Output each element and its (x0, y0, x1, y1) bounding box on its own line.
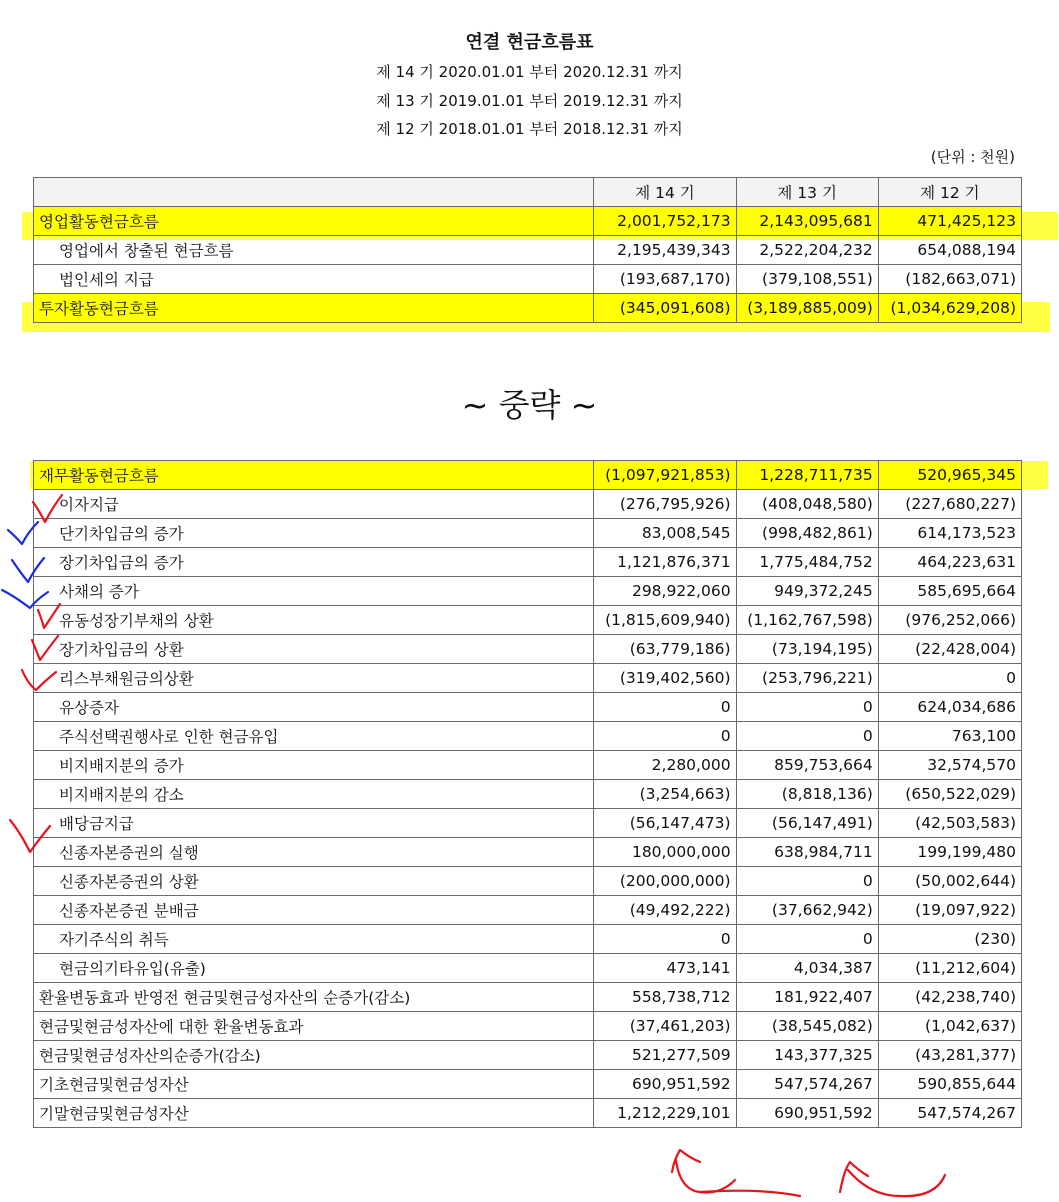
table-row (34, 780, 1022, 809)
row-value-period-14: (319,402,560) (594, 664, 736, 693)
header-blank (34, 178, 594, 207)
table-row (34, 606, 1022, 635)
row-value-period-13: 547,574,267 (736, 1070, 878, 1099)
row-label: 신종자본증권의 실행 (34, 838, 594, 867)
row-value-period-12: 654,088,194 (878, 236, 1021, 265)
cashflow-table-bottom (33, 460, 1022, 1128)
row-value-period-14: (63,779,186) (594, 635, 736, 664)
table-row (34, 664, 1022, 693)
table-row (34, 490, 1022, 519)
row-label: 장기차입금의 상환 (34, 635, 594, 664)
row-value-period-13: (56,147,491) (736, 809, 878, 838)
row-value-period-13: (253,796,221) (736, 664, 878, 693)
row-value-period-12: (11,212,604) (878, 954, 1021, 983)
row-label: 신종자본증권 분배금 (34, 896, 594, 925)
row-label: 비지배지분의 감소 (34, 780, 594, 809)
row-value-period-12: 0 (878, 664, 1021, 693)
row-value-period-12: 547,574,267 (878, 1099, 1021, 1128)
header-period-14: 제 14 기 (594, 178, 736, 207)
table-row (34, 236, 1022, 265)
row-value-period-12: (19,097,922) (878, 896, 1021, 925)
row-value-period-13: (37,662,942) (736, 896, 878, 925)
row-value-period-12: (650,522,029) (878, 780, 1021, 809)
row-label: 현금및현금성자산의순증가(감소) (34, 1041, 594, 1070)
row-value-period-13: 690,951,592 (736, 1099, 878, 1128)
row-value-period-12: (50,002,644) (878, 867, 1021, 896)
row-value-period-13: (1,162,767,598) (736, 606, 878, 635)
cashflow-table-top (33, 177, 1022, 323)
row-value-period-14: 2,195,439,343 (594, 236, 736, 265)
row-value-period-13: 2,522,204,232 (736, 236, 878, 265)
period-12: 제 12 기 2018.01.01 부터 2018.12.31 까지 (376, 120, 683, 138)
table-row (34, 519, 1022, 548)
row-label: 배당금지급 (34, 809, 594, 838)
table-row (34, 925, 1022, 954)
table-row (34, 265, 1022, 294)
row-value-period-13: 0 (736, 693, 878, 722)
row-value-period-12: 624,034,686 (878, 693, 1021, 722)
row-value-period-13: 1,775,484,752 (736, 548, 878, 577)
row-value-period-13: (408,048,580) (736, 490, 878, 519)
row-label: 단기차입금의 증가 (34, 519, 594, 548)
row-label: 영업활동현금흐름 (34, 207, 594, 236)
table-row (34, 548, 1022, 577)
table-row (34, 207, 1022, 236)
row-value-period-14: (193,687,170) (594, 265, 736, 294)
table-row (34, 867, 1022, 896)
row-label: 이자지급 (34, 490, 594, 519)
row-value-period-12: (182,663,071) (878, 265, 1021, 294)
row-value-period-14: (3,254,663) (594, 780, 736, 809)
row-value-period-12: 590,855,644 (878, 1070, 1021, 1099)
row-value-period-12: 520,965,345 (878, 461, 1021, 490)
unit-label: (단위 : 천원) (930, 148, 1015, 166)
row-value-period-13: (8,818,136) (736, 780, 878, 809)
red-arrow (672, 1150, 735, 1193)
row-value-period-13: 181,922,407 (736, 983, 878, 1012)
row-value-period-14: 2,280,000 (594, 751, 736, 780)
row-value-period-14: 1,121,876,371 (594, 548, 736, 577)
row-value-period-14: (276,795,926) (594, 490, 736, 519)
table-row (34, 577, 1022, 606)
row-value-period-12: 199,199,480 (878, 838, 1021, 867)
row-value-period-13: (998,482,861) (736, 519, 878, 548)
row-value-period-12: 471,425,123 (878, 207, 1021, 236)
row-value-period-14: 83,008,545 (594, 519, 736, 548)
row-value-period-14: (200,000,000) (594, 867, 736, 896)
row-value-period-12: (1,034,629,208) (878, 294, 1021, 323)
row-value-period-12: 614,173,523 (878, 519, 1021, 548)
table-row (34, 1041, 1022, 1070)
row-value-period-14: (56,147,473) (594, 809, 736, 838)
table-row (34, 294, 1022, 323)
row-label: 현금의기타유입(유출) (34, 954, 594, 983)
row-value-period-14: (49,492,222) (594, 896, 736, 925)
row-value-period-12: (42,238,740) (878, 983, 1021, 1012)
row-value-period-14: 0 (594, 722, 736, 751)
row-value-period-13: (379,108,551) (736, 265, 878, 294)
period-13: 제 13 기 2019.01.01 부터 2019.12.31 까지 (376, 92, 683, 110)
table-row (34, 983, 1022, 1012)
row-value-period-12: 763,100 (878, 722, 1021, 751)
row-value-period-13: 0 (736, 722, 878, 751)
omission-marker: ~ 중략 ~ (461, 386, 598, 424)
table-row (34, 809, 1022, 838)
table-row (34, 896, 1022, 925)
row-value-period-14: 690,951,592 (594, 1070, 736, 1099)
row-label: 리스부채원금의상환 (34, 664, 594, 693)
row-label: 환율변동효과 반영전 현금및현금성자산의 순증가(감소) (34, 983, 594, 1012)
table-row (34, 1012, 1022, 1041)
table-row (34, 838, 1022, 867)
statement-title: 연결 현금흐름표 (465, 32, 594, 53)
row-label: 영업에서 창출된 현금흐름 (34, 236, 594, 265)
row-label: 장기차입금의 증가 (34, 548, 594, 577)
row-label: 비지배지분의 증가 (34, 751, 594, 780)
row-label: 자기주식의 취득 (34, 925, 594, 954)
row-value-period-12: (22,428,004) (878, 635, 1021, 664)
row-value-period-12: (43,281,377) (878, 1041, 1021, 1070)
row-label: 기말현금및현금성자산 (34, 1099, 594, 1128)
row-value-period-13: (3,189,885,009) (736, 294, 878, 323)
row-value-period-13: 638,984,711 (736, 838, 878, 867)
header-period-12: 제 12 기 (878, 178, 1021, 207)
row-value-period-14: (37,461,203) (594, 1012, 736, 1041)
table-row (34, 1099, 1022, 1128)
row-value-period-12: (227,680,227) (878, 490, 1021, 519)
row-value-period-13: 859,753,664 (736, 751, 878, 780)
row-value-period-13: (38,545,082) (736, 1012, 878, 1041)
row-value-period-14: 0 (594, 925, 736, 954)
row-label: 재무활동현금흐름 (34, 461, 594, 490)
row-label: 투자활동현금흐름 (34, 294, 594, 323)
row-value-period-14: (1,815,609,940) (594, 606, 736, 635)
table-row (34, 693, 1022, 722)
table-row (34, 954, 1022, 983)
row-value-period-13: 0 (736, 925, 878, 954)
row-value-period-12: (42,503,583) (878, 809, 1021, 838)
row-value-period-13: 949,372,245 (736, 577, 878, 606)
row-label: 사채의 증가 (34, 577, 594, 606)
row-value-period-14: 558,738,712 (594, 983, 736, 1012)
table-row (34, 1070, 1022, 1099)
row-value-period-14: 298,922,060 (594, 577, 736, 606)
period-14: 제 14 기 2020.01.01 부터 2020.12.31 까지 (376, 63, 683, 81)
row-value-period-13: 143,377,325 (736, 1041, 878, 1070)
row-label: 기초현금및현금성자산 (34, 1070, 594, 1099)
row-value-period-14: 0 (594, 693, 736, 722)
table-header-row (34, 178, 1022, 207)
row-value-period-14: 521,277,509 (594, 1041, 736, 1070)
row-label: 현금및현금성자산에 대한 환율변동효과 (34, 1012, 594, 1041)
row-value-period-13: 2,143,095,681 (736, 207, 878, 236)
row-label: 유상증자 (34, 693, 594, 722)
row-value-period-14: 1,212,229,101 (594, 1099, 736, 1128)
row-value-period-12: (1,042,637) (878, 1012, 1021, 1041)
header-period-13: 제 13 기 (736, 178, 878, 207)
row-value-period-13: 1,228,711,735 (736, 461, 878, 490)
row-value-period-12: 464,223,631 (878, 548, 1021, 577)
row-value-period-13: (73,194,195) (736, 635, 878, 664)
row-value-period-12: (976,252,066) (878, 606, 1021, 635)
red-underline (700, 1191, 800, 1196)
row-label: 법인세의 지급 (34, 265, 594, 294)
row-value-period-14: 180,000,000 (594, 838, 736, 867)
row-value-period-13: 4,034,387 (736, 954, 878, 983)
row-label: 신종자본증권의 상환 (34, 867, 594, 896)
row-label: 주식선택권행사로 인한 현금유입 (34, 722, 594, 751)
row-label: 유동성장기부채의 상환 (34, 606, 594, 635)
row-value-period-14: (1,097,921,853) (594, 461, 736, 490)
row-value-period-14: 2,001,752,173 (594, 207, 736, 236)
row-value-period-12: (230) (878, 925, 1021, 954)
row-value-period-13: 0 (736, 867, 878, 896)
row-value-period-14: (345,091,608) (594, 294, 736, 323)
table-row (34, 635, 1022, 664)
table-row (34, 461, 1022, 490)
red-arrow (840, 1162, 945, 1196)
row-value-period-12: 32,574,570 (878, 751, 1021, 780)
table-row (34, 751, 1022, 780)
row-value-period-14: 473,141 (594, 954, 736, 983)
row-value-period-12: 585,695,664 (878, 577, 1021, 606)
table-row (34, 722, 1022, 751)
